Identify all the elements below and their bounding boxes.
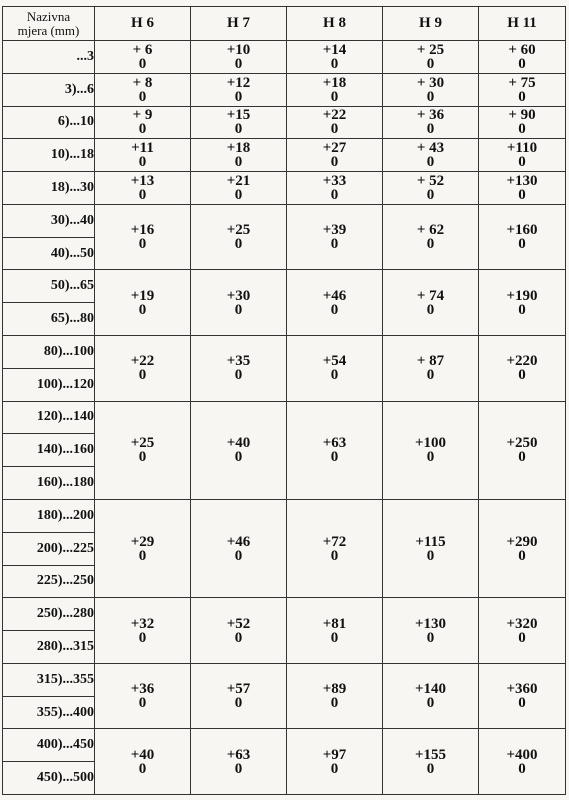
- upper-deviation: +57: [226, 681, 251, 698]
- tolerance-cell: [191, 41, 287, 74]
- lower-deviation: 0: [234, 187, 243, 204]
- upper-deviation: +40: [130, 746, 155, 763]
- tolerance-cell: [191, 499, 287, 597]
- lower-deviation: 0: [138, 695, 147, 712]
- upper-deviation: + 43: [416, 140, 445, 157]
- lower-deviation: 0: [234, 367, 243, 384]
- tolerance-cell: [287, 172, 383, 205]
- lower-deviation: 0: [330, 301, 339, 318]
- upper-deviation: +10: [226, 41, 251, 58]
- upper-deviation: +25: [130, 435, 155, 452]
- upper-deviation: +35: [226, 353, 251, 370]
- tolerance-cell: [191, 729, 287, 795]
- tolerance-cell: [383, 41, 479, 74]
- table-row: [3, 204, 566, 237]
- nominal-size-cell: 180)...200: [3, 499, 95, 532]
- upper-deviation: +39: [322, 222, 347, 239]
- lower-deviation: 0: [234, 547, 243, 564]
- upper-deviation: +155: [414, 746, 447, 763]
- table-row: [3, 41, 566, 74]
- upper-deviation: + 90: [508, 107, 536, 124]
- tolerance-cell: [383, 106, 479, 139]
- tolerance-cell: [383, 663, 479, 729]
- tolerance-cell: [95, 663, 191, 729]
- lower-deviation: 0: [518, 121, 526, 138]
- table-row: [3, 73, 566, 106]
- upper-deviation: +12: [226, 74, 251, 91]
- tolerance-cell: [95, 139, 191, 172]
- upper-deviation: +360: [506, 681, 538, 698]
- upper-deviation: +36: [130, 681, 155, 698]
- lower-deviation: 0: [426, 449, 435, 466]
- upper-deviation: +15: [226, 107, 251, 124]
- tolerance-cell: [95, 204, 191, 270]
- upper-deviation: + 36: [416, 107, 445, 124]
- upper-deviation: +25: [226, 222, 251, 239]
- lower-deviation: 0: [426, 236, 435, 253]
- tolerance-cell: [287, 270, 383, 336]
- lower-deviation: 0: [426, 367, 435, 384]
- upper-deviation: +32: [130, 615, 155, 632]
- upper-deviation: +110: [506, 140, 538, 157]
- lower-deviation: 0: [330, 55, 339, 72]
- nominal-size-cell: 280)...315: [3, 631, 95, 664]
- tolerance-cell: [287, 41, 383, 74]
- lower-deviation: 0: [234, 121, 243, 138]
- lower-deviation: 0: [518, 187, 526, 204]
- tolerance-cell: [383, 73, 479, 106]
- lower-deviation: 0: [234, 695, 243, 712]
- lower-deviation: 0: [138, 547, 147, 564]
- tolerance-cell: [383, 139, 479, 172]
- upper-deviation: +11: [131, 140, 154, 157]
- upper-deviation: +290: [506, 533, 538, 550]
- lower-deviation: 0: [518, 695, 526, 712]
- lower-deviation: 0: [234, 629, 243, 646]
- lower-deviation: 0: [518, 154, 526, 171]
- lower-deviation: 0: [234, 55, 243, 72]
- column-header-h7: H 7: [191, 7, 287, 41]
- tolerance-cell: [287, 336, 383, 402]
- tolerance-cell: [287, 139, 383, 172]
- tolerance-cell: [383, 729, 479, 795]
- tolerance-cell: [95, 598, 191, 664]
- nominal-size-header: [3, 7, 95, 41]
- nominal-size-cell: 450)...500: [3, 762, 95, 795]
- tolerance-cell: [191, 73, 287, 106]
- tolerance-cell: [479, 41, 566, 74]
- upper-deviation: +18: [322, 74, 347, 91]
- nominal-size-cell: 160)...180: [3, 467, 95, 500]
- tolerance-cell: [95, 336, 191, 402]
- upper-deviation: +54: [322, 353, 347, 370]
- table-header: [3, 7, 566, 41]
- lower-deviation: 0: [426, 301, 435, 318]
- upper-deviation: +72: [322, 533, 347, 550]
- lower-deviation: 0: [330, 760, 339, 777]
- tolerance-cell: [95, 729, 191, 795]
- lower-deviation: 0: [138, 154, 147, 171]
- upper-deviation: + 6: [132, 41, 153, 58]
- tolerance-cell: [479, 106, 566, 139]
- tolerance-cell: [479, 336, 566, 402]
- lower-deviation: 0: [330, 236, 339, 253]
- tolerance-cell: [287, 204, 383, 270]
- nominal-size-cell: 120)...140: [3, 401, 95, 434]
- upper-deviation: + 87: [416, 353, 445, 370]
- tolerance-cell: [191, 401, 287, 499]
- upper-deviation: +130: [414, 615, 447, 632]
- table-row: [3, 598, 566, 631]
- lower-deviation: 0: [518, 88, 526, 105]
- tolerance-cell: [191, 270, 287, 336]
- upper-deviation: +19: [130, 287, 155, 304]
- upper-deviation: +46: [226, 533, 251, 550]
- column-header-h6: H 6: [95, 7, 191, 41]
- nominal-size-cell: 315)...355: [3, 663, 95, 696]
- upper-deviation: +81: [322, 615, 347, 632]
- tolerance-cell: [479, 401, 566, 499]
- table-row: [3, 106, 566, 139]
- upper-deviation: +22: [322, 107, 347, 124]
- upper-deviation: + 74: [416, 287, 445, 304]
- nominal-size-cell: 3)...6: [3, 73, 95, 106]
- lower-deviation: 0: [518, 236, 526, 253]
- column-header-h8: H 8: [287, 7, 383, 41]
- tolerance-cell: [479, 270, 566, 336]
- lower-deviation: 0: [138, 187, 147, 204]
- tolerance-cell: [479, 73, 566, 106]
- table-row: [3, 499, 566, 532]
- lower-deviation: 0: [138, 55, 147, 72]
- tolerance-cell: [383, 401, 479, 499]
- tolerance-cell: [287, 598, 383, 664]
- upper-deviation: +63: [226, 746, 251, 763]
- tolerance-cell: [479, 663, 566, 729]
- tolerance-cell: [95, 73, 191, 106]
- nominal-size-cell: 50)...65: [3, 270, 95, 303]
- lower-deviation: 0: [234, 88, 243, 105]
- nominal-size-cell: 65)...80: [3, 303, 95, 336]
- tolerance-cell: [383, 204, 479, 270]
- nominal-size-cell: 200)...225: [3, 532, 95, 565]
- table-row: [3, 663, 566, 696]
- lower-deviation: 0: [138, 88, 147, 105]
- tolerance-cell: [287, 729, 383, 795]
- lower-deviation: 0: [330, 154, 339, 171]
- lower-deviation: 0: [518, 55, 526, 72]
- lower-deviation: 0: [330, 367, 339, 384]
- lower-deviation: 0: [138, 629, 147, 646]
- tolerance-cell: [191, 598, 287, 664]
- tolerance-cell: [479, 172, 566, 205]
- tolerance-cell: [95, 106, 191, 139]
- lower-deviation: 0: [426, 187, 435, 204]
- nominal-size-cell: 400)...450: [3, 729, 95, 762]
- upper-deviation: + 25: [416, 41, 445, 58]
- lower-deviation: 0: [138, 236, 147, 253]
- header-line-1: Nazivna: [26, 8, 71, 24]
- lower-deviation: 0: [518, 367, 526, 384]
- tolerance-cell: [479, 598, 566, 664]
- lower-deviation: 0: [330, 88, 339, 105]
- nominal-size-cell: ...3: [3, 41, 95, 74]
- table-row: [3, 336, 566, 369]
- tolerance-cell: [191, 204, 287, 270]
- upper-deviation: + 60: [508, 41, 536, 58]
- upper-deviation: +13: [130, 173, 155, 190]
- lower-deviation: 0: [234, 301, 243, 318]
- upper-deviation: +100: [414, 435, 447, 452]
- upper-deviation: +130: [506, 173, 538, 190]
- tolerance-cell: [479, 204, 566, 270]
- upper-deviation: +40: [226, 435, 251, 452]
- upper-deviation: +97: [322, 746, 347, 763]
- lower-deviation: 0: [518, 547, 526, 564]
- tolerance-cell: [191, 336, 287, 402]
- lower-deviation: 0: [234, 760, 243, 777]
- tolerance-cell: [191, 172, 287, 205]
- tolerance-cell: [191, 139, 287, 172]
- tolerance-table: [2, 6, 566, 795]
- nominal-size-cell: 140)...160: [3, 434, 95, 467]
- tolerance-cell: [383, 499, 479, 597]
- lower-deviation: 0: [518, 629, 526, 646]
- nominal-size-cell: 225)...250: [3, 565, 95, 598]
- lower-deviation: 0: [426, 121, 435, 138]
- lower-deviation: 0: [138, 301, 147, 318]
- tolerance-cell: [95, 401, 191, 499]
- upper-deviation: +16: [130, 222, 155, 239]
- upper-deviation: + 75: [508, 74, 536, 91]
- tolerance-cell: [287, 401, 383, 499]
- tolerance-cell: [191, 106, 287, 139]
- table-body: [3, 41, 566, 795]
- tolerance-cell: [95, 270, 191, 336]
- upper-deviation: +29: [130, 533, 155, 550]
- lower-deviation: 0: [330, 695, 339, 712]
- lower-deviation: 0: [426, 760, 435, 777]
- lower-deviation: 0: [330, 629, 339, 646]
- tolerance-cell: [383, 336, 479, 402]
- nominal-size-cell: 250)...280: [3, 598, 95, 631]
- upper-deviation: + 52: [416, 173, 445, 190]
- lower-deviation: 0: [138, 121, 147, 138]
- table-row: [3, 139, 566, 172]
- tolerance-cell: [95, 41, 191, 74]
- column-header-h9: H 9: [383, 7, 479, 41]
- lower-deviation: 0: [330, 547, 339, 564]
- lower-deviation: 0: [138, 449, 147, 466]
- upper-deviation: +52: [226, 615, 251, 632]
- upper-deviation: +160: [506, 222, 538, 239]
- upper-deviation: +22: [130, 353, 155, 370]
- tolerance-cell: [287, 499, 383, 597]
- upper-deviation: +115: [415, 533, 446, 550]
- table-row: [3, 270, 566, 303]
- upper-deviation: +220: [506, 353, 538, 370]
- upper-deviation: +63: [322, 435, 347, 452]
- lower-deviation: 0: [426, 629, 435, 646]
- lower-deviation: 0: [426, 695, 435, 712]
- tolerance-cell: [383, 270, 479, 336]
- tolerance-cell: [479, 729, 566, 795]
- table-row: [3, 401, 566, 434]
- table-row: [3, 172, 566, 205]
- lower-deviation: 0: [426, 55, 435, 72]
- upper-deviation: + 9: [132, 107, 153, 124]
- upper-deviation: + 30: [416, 74, 445, 91]
- upper-deviation: +400: [506, 746, 538, 763]
- lower-deviation: 0: [518, 449, 526, 466]
- nominal-size-cell: 80)...100: [3, 336, 95, 369]
- lower-deviation: 0: [234, 449, 243, 466]
- tolerance-cell: [287, 73, 383, 106]
- lower-deviation: 0: [426, 154, 435, 171]
- upper-deviation: +250: [506, 435, 538, 452]
- upper-deviation: + 62: [416, 222, 445, 239]
- lower-deviation: 0: [330, 121, 339, 138]
- lower-deviation: 0: [518, 760, 526, 777]
- upper-deviation: +14: [322, 41, 347, 58]
- nominal-size-cell: 18)...30: [3, 172, 95, 205]
- header-line-2: mjera (mm): [17, 22, 80, 38]
- upper-deviation: +27: [322, 140, 347, 157]
- upper-deviation: +18: [226, 140, 251, 157]
- lower-deviation: 0: [138, 367, 147, 384]
- upper-deviation: +89: [322, 681, 347, 698]
- upper-deviation: + 8: [132, 74, 153, 91]
- nominal-size-cell: 40)...50: [3, 237, 95, 270]
- upper-deviation: +140: [414, 681, 447, 698]
- tolerance-cell: [287, 663, 383, 729]
- lower-deviation: 0: [426, 88, 435, 105]
- upper-deviation: +190: [506, 287, 538, 304]
- upper-deviation: +33: [322, 173, 347, 190]
- nominal-size-cell: 30)...40: [3, 204, 95, 237]
- nominal-size-cell: 6)...10: [3, 106, 95, 139]
- lower-deviation: 0: [330, 187, 339, 204]
- tolerance-cell: [479, 139, 566, 172]
- table-row: [3, 729, 566, 762]
- tolerance-cell: [287, 106, 383, 139]
- lower-deviation: 0: [234, 236, 243, 253]
- nominal-size-cell: 355)...400: [3, 696, 95, 729]
- column-header-h11: H 11: [479, 7, 566, 41]
- upper-deviation: +30: [226, 287, 251, 304]
- tolerance-cell: [383, 172, 479, 205]
- lower-deviation: 0: [138, 760, 147, 777]
- lower-deviation: 0: [330, 449, 339, 466]
- tolerance-cell: [191, 663, 287, 729]
- tolerance-cell: [383, 598, 479, 664]
- nominal-size-cell: 100)...120: [3, 368, 95, 401]
- nominal-size-cell: 10)...18: [3, 139, 95, 172]
- upper-deviation: +21: [226, 173, 251, 190]
- upper-deviation: +46: [322, 287, 347, 304]
- tolerance-cell: [479, 499, 566, 597]
- lower-deviation: 0: [426, 547, 435, 564]
- tolerance-cell: [95, 499, 191, 597]
- tolerance-cell: [95, 172, 191, 205]
- lower-deviation: 0: [518, 301, 526, 318]
- lower-deviation: 0: [234, 154, 243, 171]
- upper-deviation: +320: [506, 615, 538, 632]
